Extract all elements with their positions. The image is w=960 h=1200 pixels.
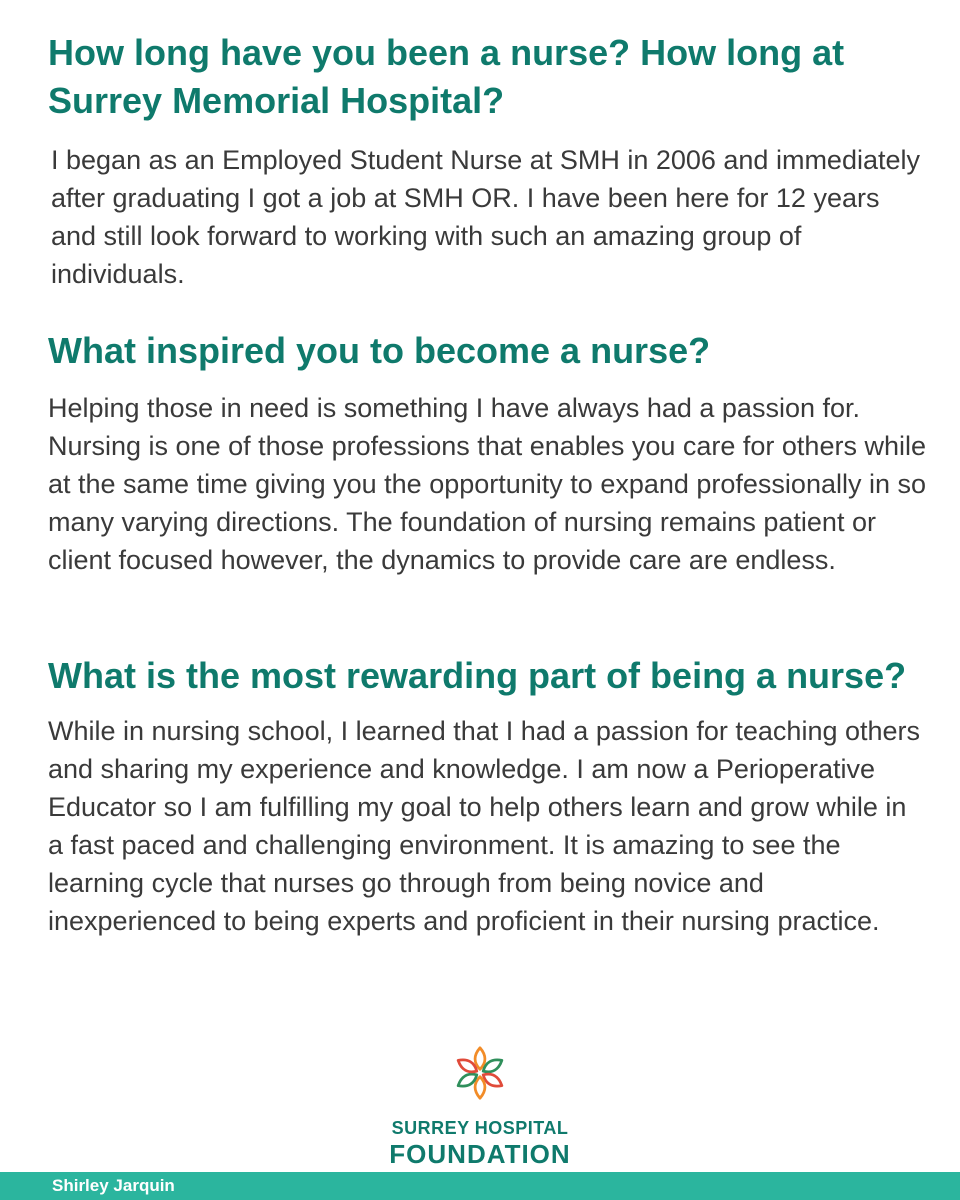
qa-section-rewarding xyxy=(48,652,928,940)
answer-text: I began as an Employed Student Nurse at SMH in 2006 and immediately after graduating I got a job at SMH OR. I have been here for 12 years and still look forward to working with such an amazing group of individuals. xyxy=(51,145,920,289)
logo-text-line1: SURREY HOSPITAL xyxy=(391,1118,569,1138)
question-heading: What inspired you to become a nurse? xyxy=(48,330,711,371)
question-heading: What is the most rewarding part of being a nurse? xyxy=(48,655,907,696)
footer-bar xyxy=(0,1172,960,1200)
qa-section-inspiration xyxy=(48,327,928,579)
nurse-name: Shirley Jarquin xyxy=(52,1176,175,1195)
flower-icon xyxy=(452,1045,508,1101)
question-heading: How long have you been a nurse? How long at Surrey Memorial Hospital? xyxy=(48,32,845,121)
answer-text: While in nursing school, I learned that I had a passion for teaching others and sharing my experience and knowledge. I am now a Perioperative Educator so I am fulfilling my goal to help others learn and grow while in a fast paced and challenging environment. It is amazing to see the learning cycle that nurses go through from being novice and inexperienced to being experts and proficient in their nursing practice. xyxy=(48,716,921,936)
qa-section-nurse-tenure xyxy=(48,29,928,293)
answer-text: Helping those in need is something I have always had a passion for. Nursing is one of those professions that enables you care for others while at the same time giving you the opportunity to expand professionally in so many varying directions. The foundation of nursing remains patient or client focused however, the dynamics to provide care are endless. xyxy=(48,393,927,575)
surrey-hospital-foundation-logo xyxy=(330,1045,630,1169)
logo-text-line2: FOUNDATION xyxy=(389,1139,571,1169)
